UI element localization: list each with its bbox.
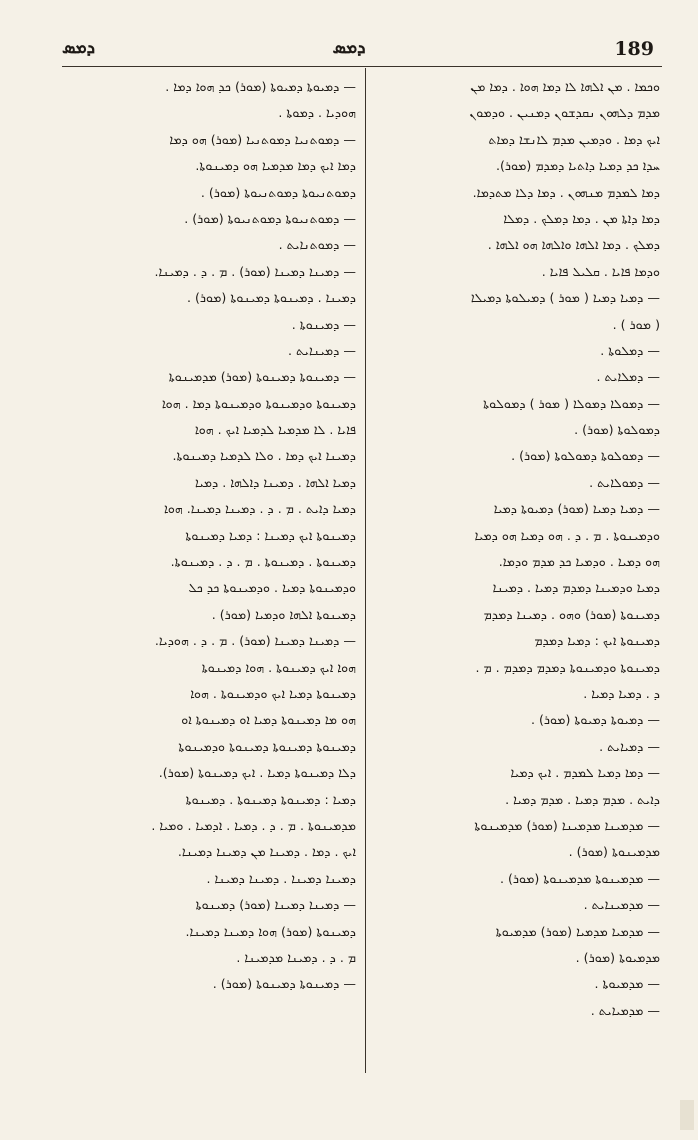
page-title: ܕܡܣ — [332, 38, 366, 58]
entry-line: ܦܐܝܐ . ܠܐ ܡܕܡܝܐ ܠܕܡܝܐ ܐܝܟ . ܗܘܐ — [194, 422, 356, 438]
entry-line: — ܕܡܝܢܐܝܬ . — [287, 342, 356, 358]
entry-line: — ܕܡܝܢܐ ܕܡܝܢܐ (ܡܘܪ) . ܡ . ܕ . ܕܡܝܢܐ. — [154, 263, 356, 279]
entry-line: ܕܠܐ ܕܡܝܢܘܬܐ ܕܡܝܐ . ܐܝܟ ܕܡܝܢܘܬܐ (ܡܘܪ). — [158, 765, 356, 781]
entry-line: ܕܡܝܢܘܬܐ . ܕܡܝܢܘܬܐ . ܡ . ܕ . ܕܡܝܢܘܬܐ. — [170, 554, 356, 570]
entry-line: — ܡܕܡܝܢܐܝܬ . — [583, 897, 660, 913]
entry-line: ܕܡܝܢܘܬܐ (ܡܘܪ) ܗܘܐ ܕܡܝܢܐ ܕܡܝܢܐ. — [185, 923, 356, 939]
entry-line: ܕܡܝܢܘܬܐ ܐܝܟ ܕܡܝܢܐ : ܕܡܝܐ ܕܡܝܢܘܬܐ — [185, 527, 356, 543]
right-column — [378, 74, 660, 1024]
entry-line: ܡܕܡܝܘܬܐ (ܡܘܪ) . — [575, 949, 660, 965]
entry-line: — ܕܡܝܐ ܕܡܝܐ ( ܡܘܪ ) ܕܡܝܠܘܬܐ ܕܡܝܠܐ — [470, 290, 660, 306]
entry-line: ܕܡܝܢܐ . ܕܡܝܢܘܬܐ ܕܡܝܢܘܬܐ (ܡܘܪ) . — [186, 290, 356, 306]
entry-line: — ܕܡܝܐܝܬ . — [599, 738, 660, 754]
entry-line: ܕܡܝܢܘܬܐ ܕܡܝܢܘܬܐ ܕܡܝܢܘܬܐ ܘܕܡܝܢܘܬܐ — [178, 738, 356, 754]
entry-line: ܕܡܝܐ ܘܕܡܝܢܐ ܕܡܕܡ ܕܡܝܐ . ܕܡܝܢܐ — [492, 580, 660, 596]
entry-line: — ܕܡܝܘܬܐ ܕܡܝܘܬܐ (ܡܘܪ) ܟܕ ܗܘܐ ܕܡܐ . — [165, 79, 356, 94]
entry-line: ܕ . ܕܡܝܐ ܕܡܝܐ . — [583, 685, 660, 701]
entry-line: — ܕܡܝܢܐ ܕܡܝܢܐ (ܡܘܪ) ܕܡܝܢܘܬܐ — [195, 897, 356, 913]
entry-line: — ܕܡܘܬܢܐܝܬ . — [278, 237, 356, 253]
page-number: 189 — [614, 38, 654, 60]
entry-line: ܕܡܝܢܘܬܐ ܘܕܡܝܢܘܬܐ ܕܡܕܡ ܕܡܕܡ . ܡ . — [475, 659, 660, 675]
entry-line: ܘܕܡܝܢܘܬܐ ܕܡܝܐ . ܘܕܡܝܢܘܬܐ ܟܕ ܟܠ — [188, 580, 356, 596]
entry-line: ܘܟܡܐ . ܡܢ ܐܠܗܐ ܠܐ ܕܡܐ ܗܘܐ . ܕܡܐ ܡܢ — [470, 79, 660, 94]
entry-line: ܡܕܡܝܢܘܬܐ (ܡܘܪ) . — [568, 844, 660, 860]
entry-line: ( ܡܘܪ ) . — [612, 316, 660, 332]
entry-line: ܗܘܐ ܐܝܟ ܕܡܝܢܘܬܐ . ܗܘܐ ܕܡܝܢܘܬܐ — [201, 659, 356, 675]
entry-line: ܚܕܐ ܟܕ ܕܡܝܐ ܕܐܬܝܐ ܕܡܕܡ (ܡܘܪ). — [495, 158, 660, 174]
entry-line: ܕܡܐ ܕܐܬܐ ܡܢ . ܕܡܐ ܕܡܠܟ . ܕܡܠܐ — [503, 210, 660, 226]
entry-line: ܘܕܡܝܢܘܬܐ . ܡ . ܕ . ܗܘ ܕܡܝܐ ܗܘ ܕܡܝܐ — [474, 527, 660, 543]
entry-line: ܐܝܟ ܕܡܐ . ܘܕܡܝܢ ܡܕܡ ܠܐܢܫܐ ܕܡܐܬ — [488, 131, 660, 147]
entry-line: — ܕܡܝܢܘܬܐ ܕܡܝܢܘܬܐ (ܡܘܪ) ܡܕܡܝܢܘܬܐ — [168, 369, 356, 385]
entry-line: — ܕܡܘܠܐܝܬ . — [589, 474, 660, 490]
entry-line: — ܕܡܘܠܐ ܕܡܘܠܐ ( ܡܘܪ ) ܕܡܘܠܘܬܐ — [483, 395, 660, 411]
entry-line: ܕܡܝܐ ܕܐܝܬ . ܡ . ܕ . ܕܡܝܢܐ ܕܡܝܢܐ. ܗܘܐ — [164, 501, 356, 517]
entry-line: — ܕܡܘܬܢܝܘܬܐ ܕܡܘܬܢܝܘܬܐ (ܡܘܪ) . — [184, 210, 356, 226]
entry-line: — ܡܕܡܝܢܘܬܐ ܡܕܡܝܢܘܬܐ (ܡܘܪ) . — [499, 870, 660, 886]
entry-line: ܕܡܝܢܘܬܐ ܐܠܗܐ ܘܕܡܝܐ (ܡܘܪ) . — [211, 606, 356, 622]
header-rule — [62, 66, 662, 67]
entry-line: ܡ . ܕ . ܕܡܝܢܐ ܡܕܡܝܢܐ . — [236, 949, 356, 965]
entry-line: — ܡܕܡܝܘܬܐ . — [594, 976, 660, 992]
entry-line: ܕܡܘܠܘܬܐ (ܡܘܪ) . — [574, 422, 660, 438]
entry-line: ܕܡܝܢܐ ܕܡܝܢܐ . ܕܡܝܢܐ ܕܡܝܢܐ . — [206, 870, 356, 886]
entry-line: ܕܡܝܢܘܬܐ ܘܕܡܝܢܘܬܐ ܘܕܡܝܢܘܬܐ ܕܡܐ . ܗܘܐ — [161, 395, 356, 411]
entry-line: — ܡܕܡܝܢܐ ܡܕܡܝܢܐ (ܡܘܪ) ܡܕܡܝܢܘܬܐ — [474, 817, 660, 833]
entry-line: ܐܝܟ . ܕܡܐ . ܕܡܝܢܐ ܡܢ ܕܡܝܢܐ ܕܡܝܢܐ. — [177, 844, 356, 860]
entry-line: — ܡܕܡܝܐܝܬ . — [590, 1002, 660, 1018]
entry-line: ܕܡܘܬܢܝܘܬܐ ܕܡܘܬܢܝܘܬܐ (ܡܘܪ) . — [200, 184, 356, 200]
entry-line: — ܕܡܠܐܝܬ . — [596, 369, 660, 385]
entry-line: ܕܡܝܐ ܐܠܗܐ . ܕܡܝܢܐ ܕܐܠܗܐ . ܕܡܝܐ — [194, 474, 356, 490]
entry-line: — ܕܡܝܢܘܬܐ ܕܡܝܢܘܬܐ (ܡܘܪ) . — [212, 976, 356, 992]
entry-line: ܘܕܡܐ ܦܐܝܐ . ܩܠܝܠ ܦܐܝܐ . — [541, 263, 660, 279]
entry-line: — ܕܡܝܢܐ ܕܡܝܢܐ (ܡܘܪ) . ܡ . ܕ . ܗܘܕܝܐ. — [154, 633, 356, 649]
entry-line: ܕܐܝܬ . ܡܕܡ ܕܡܝܐ . ܡܕܡ ܕܡܝܐ . — [505, 791, 660, 807]
entry-line: ܡܕܡܝܢܘܬܐ . ܡ . ܕ . ܕܡܝܐ . ܐܕܡܝܐ . ܘܡܝܐ . — [151, 817, 356, 833]
entry-line: ܕܡܝܢܘܬܐ ܐܝܟ : ܕܡܝܐ ܕܡܕܡ — [534, 633, 660, 649]
left-column — [64, 74, 356, 998]
scan-edge-mark — [680, 1100, 694, 1130]
catchword: ܕܡܣ — [62, 38, 96, 58]
entry-line: — ܕܡܝܢܘܬܐ . — [291, 316, 356, 332]
column-divider — [365, 68, 366, 1073]
entry-line: — ܕܡܝܘܬܐ ܕܡܝܘܬܐ (ܡܘܪ) . — [530, 712, 660, 728]
entry-line: ܗܘ ܕܡܝܐ . ܘܕܡܝܐ ܟܕ ܡܕܡ ܘܕܡܐ. — [498, 554, 660, 570]
entry-line: ܗܘ ܡܐ ܕܡܝܢܘܬܐ ܕܡܝܐ ܐܘ ܕܡܝܢܘܬܐ ܐܘ — [181, 712, 356, 728]
entry-line: — ܕܡܘܠܘܬܐ ܕܡܘܠܘܬܐ (ܡܘܪ) . — [511, 448, 660, 464]
entry-line: — ܕܡܘܬܢܝܐ ܕܡܘܬܢܝܐ (ܡܘܪ) ܗܘ ܕܡܐ — [169, 131, 356, 147]
entry-line: ܕܡܝܐ : ܕܡܝܢܘܬܐ ܕܡܝܢܘܬܐ . ܕܡܝܢܘܬܐ — [185, 791, 356, 807]
entry-line: ܕܡܝܢܐ ܐܝܟ ܕܡܐ . ܘܠܐ ܠܕܡܝܐ ܕܡܝܢܘܬܐ. — [172, 448, 356, 464]
entry-line: ܕܡܐ ܐܝܟ ܕܡܐ ܡܕܡܝܐ ܗܘ ܕܡܝܢܘܬܐ. — [195, 158, 356, 174]
entry-line: — ܕܡܝܐ ܕܡܝܐ (ܡܘܪ) ܕܡܝܘܬܐ ܕܡܝܐ — [493, 501, 660, 517]
entry-line: ܕܡܝܢܘܬܐ ܕܡܝܐ ܐܝܟ ܘܕܡܝܢܘܬܐ . ܗܘܐ — [190, 685, 356, 701]
entry-line: — ܡܕܡܝܐ ܡܕܡܝܐ (ܡܘܪ) ܡܕܡܝܘܬܐ — [495, 923, 660, 939]
entry-line: ܕܡܐ ܠܡܕܡ ܡܢܗܘܢ . ܕܡܐ ܕܠܐ ܡܬܕܡܐ. — [472, 184, 660, 200]
entry-line: ܡܕܡ ܕܠܗܘܢ ܢܩܕܫܘܢ ܕܡܢܝܢ . ܘܕܡܘܢ — [469, 105, 660, 121]
entry-line: — ܕܡܠܘܬܐ . — [600, 342, 660, 358]
entry-line: ܗܘܕܝܐ . ܕܡܘܬܐ . — [278, 105, 356, 121]
entry-line: ܕܡܝܢܘܬܐ (ܡܘܪ) ܘܗܘ . ܕܡܝܢܐ ܕܡܕܡ — [483, 606, 660, 622]
page-header — [0, 30, 698, 64]
entry-line: — ܕܡܐ ܕܡܝܐ ܠܡܕܡ . ܐܝܟ ܕܡܝܐ — [510, 765, 660, 781]
entry-line: ܕܡܠܟ . ܕܡܐ ܐܠܗܐ ܘܐܠܗܐ ܗܘ ܐܠܗܐ . — [487, 237, 660, 253]
